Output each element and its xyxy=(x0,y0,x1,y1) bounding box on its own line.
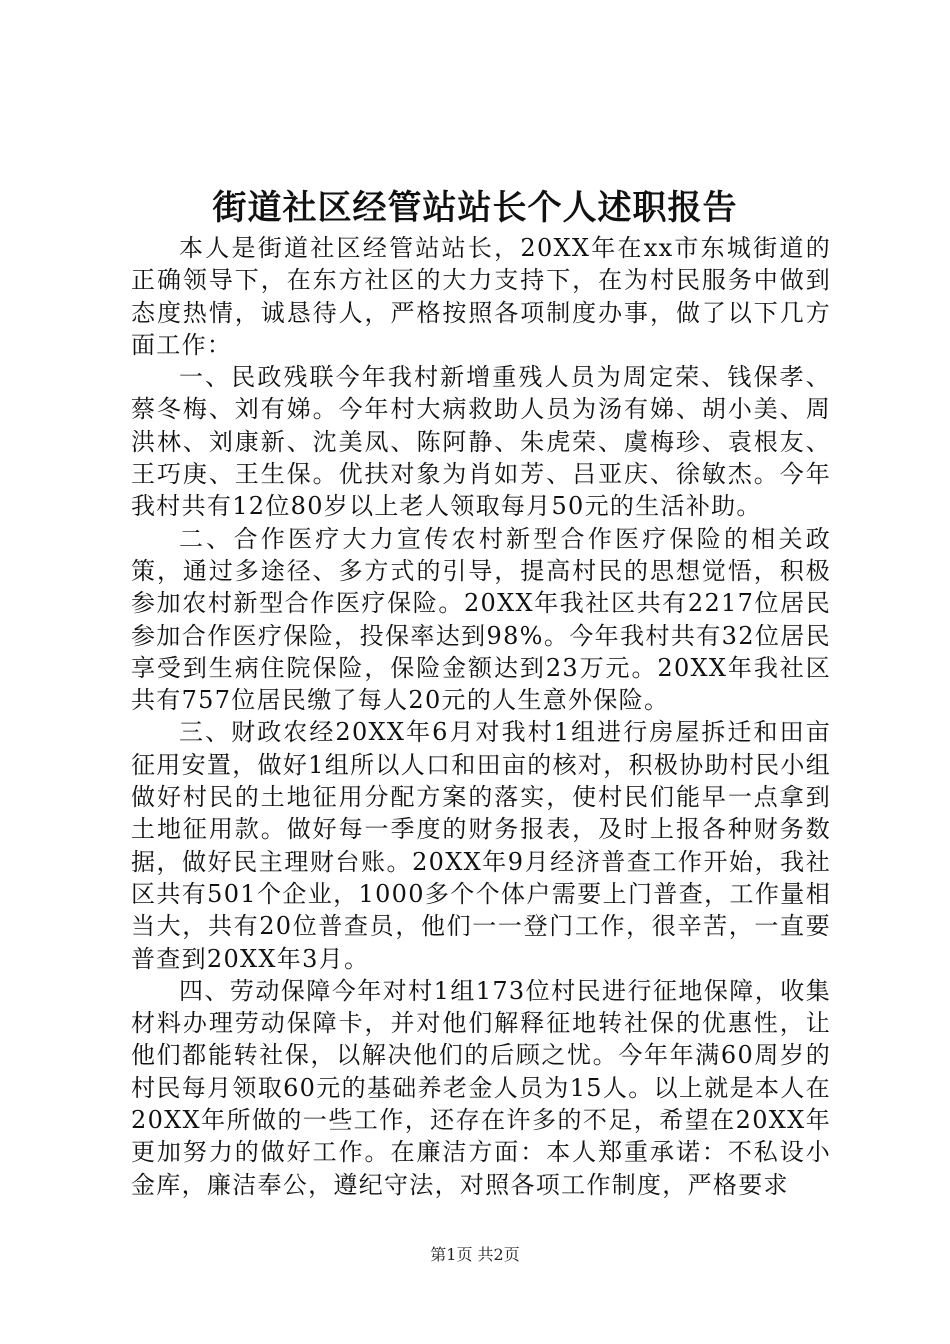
document-body xyxy=(131,232,831,1201)
paragraph-civil-affairs: 一、民政残联今年我村新增重残人员为周定荣、钱保孝、蔡冬梅、刘有娣。今年村大病救助人员为汤有娣、胡小美、周洪林、刘康新、沈美凤、陈阿静、朱虎荣、虞梅珍、袁根友、王巧庚、王生保。优扶对象为肖如芳、吕亚庆、徐敏杰。今年我村共有12位80岁以上老人领取每月50元的生活补助。 xyxy=(131,363,831,521)
document-title: 街道社区经管站站长个人述职报告 xyxy=(212,188,738,228)
paragraph-intro: 本人是街道社区经管站站长，20XX年在xx市东城街道的正确领导下，在东方社区的大力支持下，在为村民服务中做到态度热情，诚恳待人，严格按照各项制度办事，做了以下几方面工作： xyxy=(131,234,831,359)
page-number: 第1页 共2页 xyxy=(430,1245,520,1264)
paragraph-labor-security: 四、劳动保障今年对村1组173位村民进行征地保障，收集材料办理劳动保障卡，并对他们解释征地转社保的优惠性，让他们都能转社保，以解决他们的后顾之忧。今年年满60周岁的村民每月领取60元的基础养老金人员为15人。以上就是本人在20XX年所做的一些工作，还存在许多的不足，希望在20XX年更加努力的做好工作。在廉洁方面：本人郑重承诺：不私设小金库，廉洁奉公，遵纪守法，对照各项工作制度，严格要求 xyxy=(131,976,831,1199)
paragraph-medical-insurance: 二、合作医疗大力宣传农村新型合作医疗保险的相关政策，通过多途径、多方式的引导，提高村民的思想觉悟，积极参加农村新型合作医疗保险。20XX年我社区共有2217位居民参加合作医疗保险，投保率达到98%。今年我村共有32位居民享受到生病住院保险，保险金额达到23万元。20XX年我社区共有757位居民缴了每人20元的人生意外保险。 xyxy=(131,524,831,715)
paragraph-finance: 三、财政农经20XX年6月对我村1组进行房屋拆迁和田亩征用安置，做好1组所以人口和田亩的核对，积极协助村民小组做好村民的土地征用分配方案的落实，使村民们能早一点拿到土地征用款。做好每一季度的财务报表，及时上报各种财务数据，做好民主理财台账。20XX年9月经济普查工作开始，我社区共有501个企业，1000多个个体户需要上门普查，工作量相当大，共有20位普查员，他们一一登门工作，很辛苦，一直要普查到20XX年3月。 xyxy=(131,718,831,973)
